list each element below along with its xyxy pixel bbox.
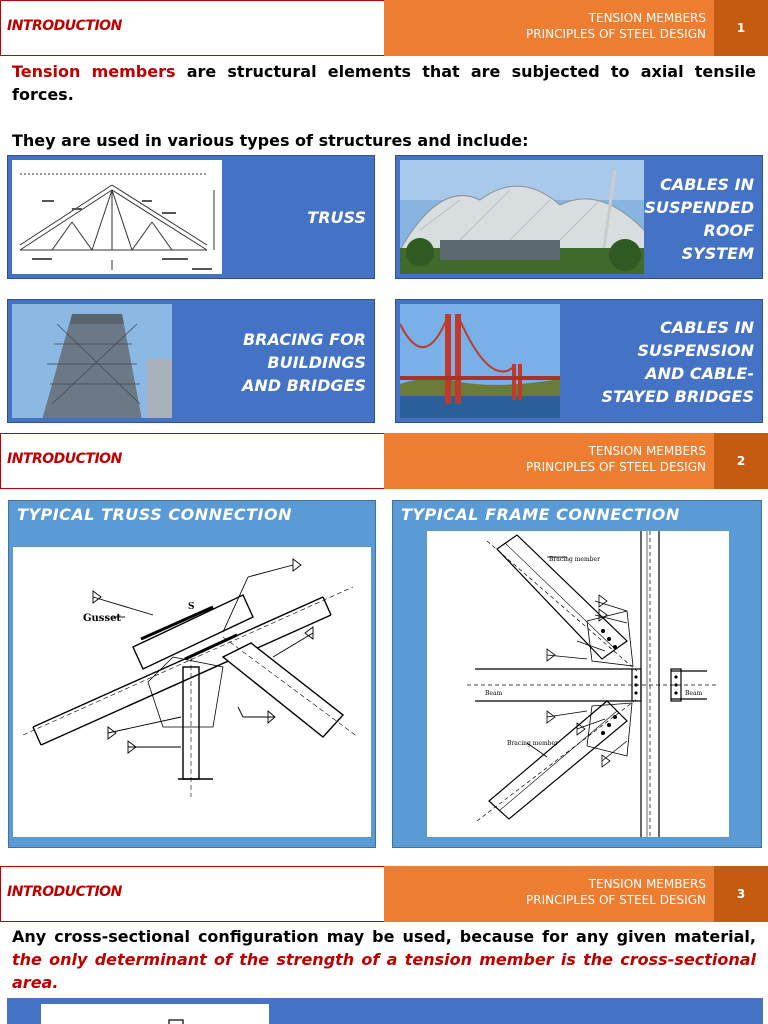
s-label: S xyxy=(188,602,195,612)
header-left-box xyxy=(0,866,384,922)
slide-number: 2 xyxy=(714,433,768,489)
card-truss-label: TRUSS xyxy=(307,208,366,227)
header-topic: TENSION MEMBERS xyxy=(588,877,706,891)
card-bracing xyxy=(7,299,375,423)
header-course: PRINCIPLES OF STEEL DESIGN xyxy=(526,460,706,474)
beam-right-label: Beam xyxy=(685,690,703,697)
card-roof-cables xyxy=(395,155,763,279)
beam-left-label: Beam xyxy=(485,690,503,697)
truss-connection-title: TYPICAL TRUSS CONNECTION xyxy=(17,505,292,524)
header-section-title: INTRODUCTION xyxy=(7,884,122,900)
gusset-label: Gusset xyxy=(83,613,122,624)
truss-connection-panel xyxy=(8,500,376,848)
header-course: PRINCIPLES OF STEEL DESIGN xyxy=(526,27,706,41)
header-course: PRINCIPLES OF STEEL DESIGN xyxy=(526,893,706,907)
card-truss xyxy=(7,155,375,279)
intro-rest: are structural elements that are subjected to axial tensile forces. xyxy=(12,62,757,104)
intro-paragraph xyxy=(12,60,756,106)
building-photo xyxy=(12,304,172,418)
slide-3-header xyxy=(0,866,768,922)
slide-2-header xyxy=(0,433,768,489)
header-section-title: INTRODUCTION xyxy=(7,18,122,34)
slide-number: 3 xyxy=(714,866,768,922)
cross-section-shape-icon xyxy=(41,1004,269,1024)
header-course-box xyxy=(384,0,714,56)
truss-drawing xyxy=(12,160,222,274)
types-heading: They are used in various types of structures and include: xyxy=(12,131,529,150)
card-bracing-label: BRACING FOR BUILDINGS AND BRIDGES xyxy=(242,330,366,395)
cross-section-text: Any cross-sectional configuration may be used, because for any given material, xyxy=(12,927,756,946)
intro-term: Tension members xyxy=(12,62,176,81)
frame-connection-panel xyxy=(392,500,762,848)
header-topic: TENSION MEMBERS xyxy=(588,444,706,458)
card-bridge-cables xyxy=(395,299,763,423)
cross-section-emphasis: the only determinant of the strength of a tension member is the cross-sectional area. xyxy=(12,950,756,992)
card-roof-cables-label: CABLES IN SUSPENDED ROOF SYSTEM xyxy=(644,175,754,263)
header-topic: TENSION MEMBERS xyxy=(588,11,706,25)
slide-number: 1 xyxy=(714,0,768,56)
header-left-box xyxy=(0,433,384,489)
roof-photo xyxy=(400,160,644,274)
header-course-box xyxy=(384,866,714,922)
frame-connection-title: TYPICAL FRAME CONNECTION xyxy=(401,505,680,524)
card-bridge-cables-label: CABLES IN SUSPENSION AND CABLE-STAYED BRIDGES xyxy=(601,318,754,406)
slide-1-header xyxy=(0,0,768,56)
cross-section-paragraph xyxy=(12,925,756,994)
truss-connection-drawing xyxy=(13,547,371,837)
header-course-box xyxy=(384,433,714,489)
bridge-photo xyxy=(400,304,560,418)
bracing-member-top-label: Bracing member xyxy=(549,556,600,563)
frame-connection-drawing xyxy=(427,531,729,837)
cross-section-figure-box xyxy=(41,1004,269,1024)
header-left-box xyxy=(0,0,384,56)
header-section-title: INTRODUCTION xyxy=(7,451,122,467)
slide-3-content-strip xyxy=(7,998,763,1024)
bracing-member-bottom-label: Bracing member xyxy=(507,740,558,747)
